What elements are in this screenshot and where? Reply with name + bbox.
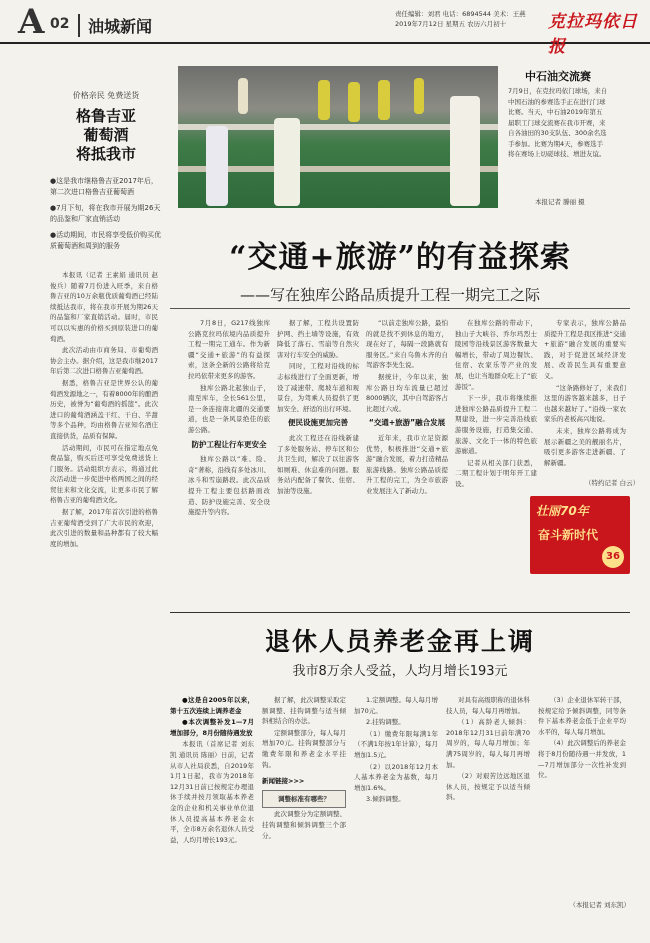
paragraph: 专家表示，独库公路品质提升工程是我区推进“交通+旅游”融合发展的重要实践，对于促进区域经济发展、改善民生具有重要意义。 [544,319,626,380]
ad-kicker: 价格亲民 免费送货 [72,91,140,100]
main-story-author: （特约记者 白云） [585,479,640,487]
paragraph: 未来，独库公路将成为展示新疆之美的靓丽名片，吸引更多游客走进新疆、了解新疆。 [544,426,626,467]
photo-credit: 本报记者 滕丽 摄 [535,198,585,206]
paragraph: 近年来，我市立足资源优势，积极推进“交通+旅游”融合发展，着力打造精品旅游线路。独库公路品质提升工程的完工，为全市旅游业发展注入了新动力。 [366,433,448,495]
news-link-heading: 新闻链接>>> [262,777,305,786]
photo-player-figure [414,78,424,114]
issue-info-line2: 2019年7月12日 星期五 农历六月初十 [395,20,507,28]
pension-headline: 退休人员养老金再上调 [264,627,535,656]
page-letter: A [18,2,44,42]
paragraph: 在独库公路的带动下，独山子大峡谷、乔尔玛烈士陵园等沿线景区游客数量大幅增长，带动了周边餐饮、住宿、农家乐等产业的发展，也让当地群众吃上了“旅游饭”。 [455,319,537,391]
story-column-5 [544,318,626,490]
paragraph: 据悉，格鲁吉亚是世界公认的葡萄酒发源地之一，有着8000年的酿酒历史，被誉为“葡萄酒的摇篮”。此次进口的葡萄酒涵盖干红、干白、半甜等多个品种，均由格鲁吉亚知名酒庄直接供货，品质有保障。 [50,378,158,440]
ad-headline [50,107,162,164]
main-headline: “交通+旅游”的有益探索 [229,240,571,275]
story-column-3 [366,318,448,606]
divider [170,612,630,613]
photo-player-figure [318,80,330,120]
paragraph: 据了解，工程共设置防护网、挡土墙等设施，有效降低了落石、雪崩等自然灾害对行车安全的威胁。 [277,319,359,359]
paragraph: 定额调整部分，每人每月增加70元。挂钩调整部分与缴费年限和养老金水平挂钩。 [262,728,346,769]
paper-logo: 克拉玛依日报 [548,12,638,57]
paragraph: 对具有高级职称的退休科技人员，每人每月再增加。 [446,696,530,715]
paragraph: （2）以2018年12月本人基本养老金为基数，每月增加1.6%。 [354,762,438,792]
paragraph: 独库公路北起独山子，南至库车，全长561公里，是一条连接南北疆的交通要道，也是一条风景绝佳的旅游公路。 [188,383,270,434]
badge-line2: 奋斗新时代 [538,528,599,542]
faq-box: 调整标准有哪些？ [262,790,346,809]
pension-bullet: ●这是自2005年以来，第十五次连续上调养老金 [170,696,254,715]
pension-column-2 [262,695,346,925]
paragraph: 1.定额调整。每人每月增加70元。 [354,696,438,715]
subheading: “交通+旅游”融合发展 [368,418,446,428]
subheading: 便民设施更加完善 [288,418,348,428]
photo-player-figure [378,80,390,120]
paragraph: 本报讯（记者 王素娟 通讯员 赵俊兵）随着7月份进入旺季，来自格鲁吉亚的10万余瓶优质葡萄酒已经陆续抵达我市，将在我市开展为期26天的品鉴和厂家直销活动。届时，市民可以以实惠的价格买到原装进口的葡萄酒。 [50,271,158,343]
wine-advert [50,56,162,256]
photo-caption: 7月9日，在克拉玛依门球场，来自中国石油的参赛选手正在进行门球比赛。当天，中石油2019年第五届职工门球交流赛在我市开赛，来自各油田的30支队伍、300余名选手参加。比赛为期4天，参赛选手将在赛场上切磋球技、增进友谊。 [508,87,608,158]
paragraph: （3）企业退休军转干部，按规定给予倾斜调整，同等条件下基本养老金低于企业平均水平的，每人每月增加。 [538,696,626,736]
issue-info-line1: 责任编辑：刘君 电话：6894544 美术：王燕 [395,10,526,18]
paragraph: 7月8日，G217线独库公路克拉玛依境内品质提升工程一期完工通车。作为新疆“交通+旅游”的有益探索，这条全新的公路将给克拉玛依带来更多的游客。 [188,319,270,380]
photo-player-figure [238,78,248,114]
paragraph: 独库公路以“难、险、奇”著称，沿线有多处冰川、冰斗和雪崩路段。此次品质提升工程主要包括路面改造、防护设施完善、安全设施提升等内容。 [188,455,270,517]
section-title: 油城新闻 [78,14,152,37]
wine-story-column [50,270,158,670]
paragraph: 据了解，2017年首次引进的格鲁吉亚葡萄酒受到了广大市民的欢迎，此次引进的数量和品种都有了较大幅度的增加。 [50,508,158,548]
paragraph: （1）缴费年限每满1年（不满1年按1年计算），每月增加1.5元。 [354,729,438,759]
paragraph: 据统计，今年以来，独库公路日均车流量已超过8000辆次，其中自驾游客占比超过六成。 [366,372,448,413]
divider [170,308,630,309]
photo-player-figure [348,82,360,122]
ad-bullet: ●7月下旬，将在我市开展为期26天的品鉴和厂家直销活动 [50,204,161,223]
paragraph: 此次调整分为定额调整、挂钩调整和倾斜调整三个部分。 [262,810,346,840]
paragraph: 2.挂钩调整。 [366,718,405,727]
paragraph: （4）此次调整后的养老金将于8月份随待遇一并发放，1—7月增加部分一次性补发到位。 [538,739,626,780]
pension-column-3 [354,695,438,925]
paragraph: 同时，工程对沿线的标志标线进行了全面更新，增设了减速带、爬坡车道和观景台，为驾乘人员提供了更加安全、舒适的出行环境。 [277,362,359,413]
paragraph: 此次工程还在沿线新建了多处服务站、停车区和公共卫生间，解决了以往游客如厕难、休息难的问题。服务站内配备了餐饮、住宿、加油等设施。 [277,433,359,495]
ad-headline-line: 葡萄酒 [83,126,129,144]
pension-byline: （本报记者 刘东凯） [569,901,630,909]
paragraph: 本报讯（首席记者 刘东凯 通讯员 陈丽）日前，记者从市人社局获悉，自2019年1月1日起，我市为2018年12月31日前已按规定办理退休手续并按月领取基本养老金的企业和机关事业单位退休人员提高基本养老金水平，全市8万余名退休人员受益，人均月增长193元。 [170,740,254,844]
paragraph: 此次活动由市商务局、市葡萄酒协会主办。据介绍，这是我市继2017年后第二次进口格鲁吉亚葡萄酒。 [50,346,158,376]
photo-player-figure [450,96,480,206]
ad-bullets [50,176,162,252]
ad-bullet: ●这是我市继格鲁吉亚2017年后，第二次进口格鲁吉亚葡萄酒 [50,177,158,196]
pension-column-5 [538,695,626,925]
paragraph: “这条路修好了，来我们这里的游客越来越多，日子也越来越好了。”沿线一家农家乐的老板高兴地说。 [544,383,626,424]
photo-caption-title: 中石油交流赛 [525,70,591,83]
paragraph: 下一步，我市将继续推进独库公路品质提升工程二期建设，进一步完善沿线旅游服务设施，打造集交通、旅游、文化于一体的特色旅游廊道。 [455,394,537,456]
pension-subhead: 我市8万余人受益，人均月增长193元 [292,664,508,679]
paragraph: 3.倾斜调整。 [366,795,405,804]
paragraph: （1）高龄老人倾斜：2018年12月31日前年满70周岁的，每人每月增加；年满75周岁的，每人每月再增加。 [446,718,530,769]
masthead [0,0,650,57]
pension-column-1 [170,695,254,925]
badge-number: 36 [602,546,624,568]
story-column-2 [277,318,359,606]
paragraph: （2）对艰苦边远地区退休人员，按规定予以适当倾斜。 [446,772,530,802]
photo-player-figure [206,126,228,206]
paragraph: “以前走独库公路，最怕的就是找不到休息的地方，现在好了，每隔一段路就有服务区。”来自乌鲁木齐的自驾游客李先生说。 [366,319,448,370]
story-column-4 [455,318,537,606]
paragraph: 记者从相关部门获悉，二期工程计划于明年开工建设。 [455,458,537,488]
pension-bullet: ●本次调整补发1—7月增加部分，8月份随待遇发放 [170,718,254,737]
croquet-photo [178,66,498,208]
story-column-1 [188,318,270,606]
paragraph: 活动期间，市民可在指定地点免费品鉴，购买后还可享受免费送货上门服务。活动组织方表示，将通过此次活动进一步促进中格两国之间的经贸往来和文化交流，让更多市民了解格鲁吉亚的葡萄酒文化。 [50,443,158,505]
photo-player-figure [274,118,300,206]
badge-line1: 壮丽70年 [536,504,589,518]
ad-bullet: ●活动期间，市民将享受低价购买优质葡萄酒和周到的服务 [50,231,162,250]
subheading: 防护工程让行车更安全 [191,439,267,449]
paragraph: 据了解，此次调整采取定额调整、挂钩调整与适当倾斜相结合的办法。 [262,696,346,726]
ad-headline-line: 格鲁吉亚 [75,107,136,125]
issue-info [395,9,545,29]
anniversary-badge [530,496,630,574]
page-number: 02 [50,16,70,32]
pension-column-4 [446,695,530,925]
main-subhead: ——写在独库公路品质提升工程一期完工之际 [239,286,540,304]
ad-headline-line: 将抵我市 [75,145,136,163]
